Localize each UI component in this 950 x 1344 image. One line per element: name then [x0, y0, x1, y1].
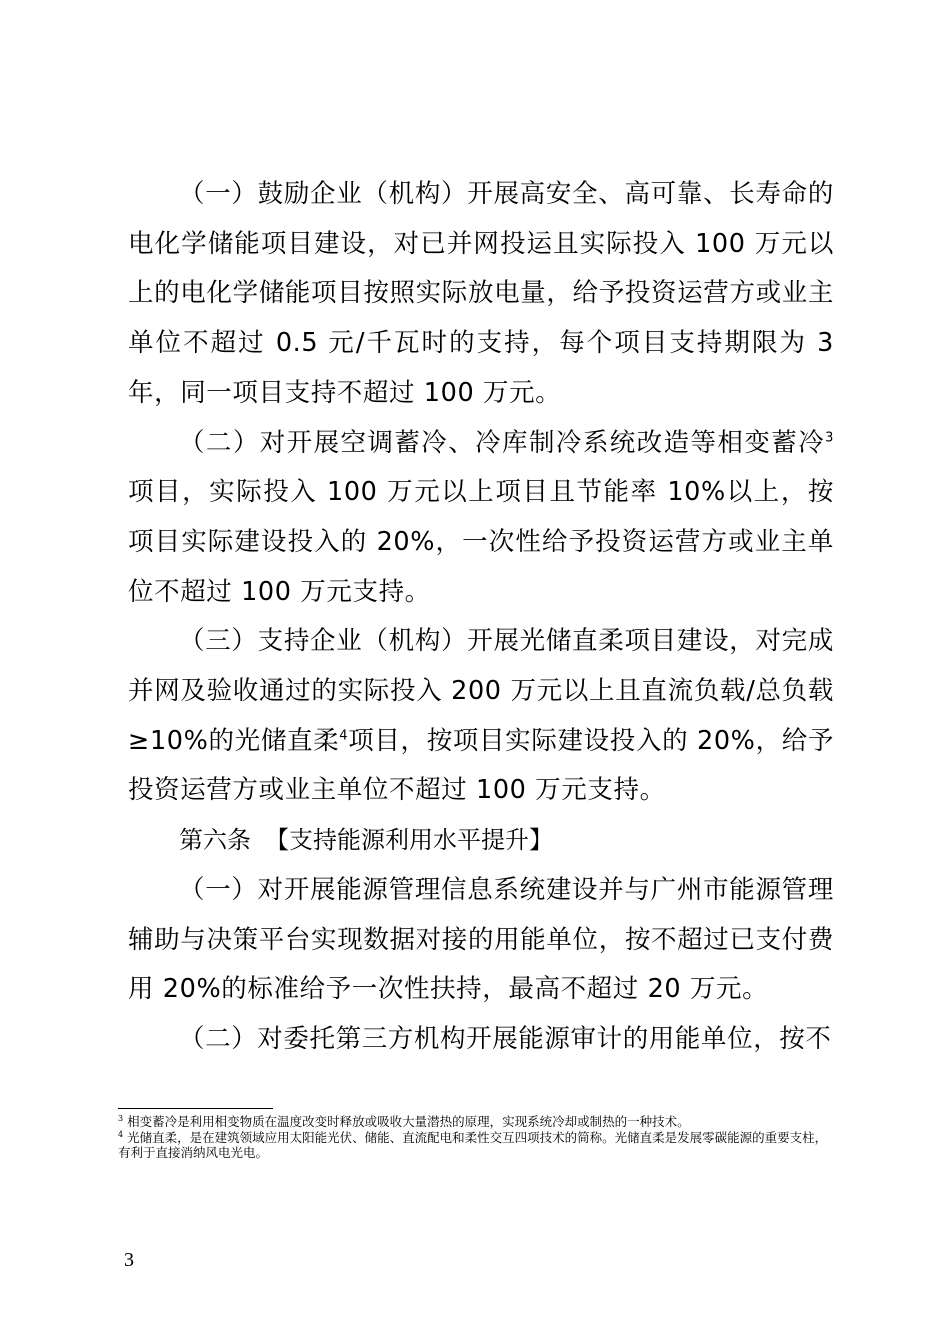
footnote-ref-4[interactable]: 4: [339, 728, 349, 744]
paragraph-text: 项目，实际投入 100 万元以上项目且节能率 10%以上，按项目实际建设投入的 20%，一次性给予投资运营方或业主单位不超过 100 万元支持。: [128, 477, 834, 607]
paragraph-text: （二）对开展空调蓄冷、冷库制冷系统改造等相变蓄冷: [179, 427, 826, 458]
paragraph-pedf-project: [128, 617, 834, 816]
footnote-text: 光储直柔，是在建筑领域应用太阳能光伏、储能、直流配电和柔性交互四项技术的简称。光储直柔是发展零碳能源的重要支柱，有利于直接消纳风电光电。: [118, 1129, 828, 1160]
paragraph-text: （三）支持企业（机构）开展光储直柔项目建设，对完成并网及验收通过的实际投入 200 万元以上且直流负载/总负载≥10%的光储直柔: [128, 626, 834, 756]
footnote-number: 4: [118, 1129, 124, 1139]
article-heading: [128, 816, 834, 866]
paragraph-text: 项目，按项目实际建设投入的 20%，给予投资运营方或业主单位不超过 100 万元支持。: [128, 725, 834, 806]
paragraph-energy-storage: （一）鼓励企业（机构）开展高安全、高可靠、长寿命的电化学储能项目建设，对已并网投运且实际投入 100 万元以上的电化学储能项目按照实际放电量，给予投资运营方或业主单位不超过 0.5 元/千瓦时的支持，每个项目支持期限为 3 年，同一项目支持不超过 100 万元。: [128, 179, 834, 408]
body-text: [128, 170, 834, 1065]
article-label: 第六条: [179, 826, 251, 855]
paragraph-phase-change-storage: [128, 419, 834, 618]
article-title: 【支持能源利用水平提升】: [265, 826, 553, 855]
paragraph-energy-management: （一）对开展能源管理信息系统建设并与广州市能源管理辅助与决策平台实现数据对接的用能单位，按不超过已支付费用 20%的标准给予一次性扶持，最高不超过 20 万元。: [128, 874, 834, 1005]
footnotes: [118, 1114, 834, 1161]
footnote-3: [118, 1114, 834, 1130]
footnote-number: 3: [118, 1113, 124, 1123]
page-number: 3: [124, 1249, 134, 1271]
paragraph-energy-audit: （二）对委托第三方机构开展能源审计的用能单位，按不: [179, 1023, 832, 1054]
footnote-text: 相变蓄冷是利用相变物质在温度改变时释放或吸收大量潜热的原理，实现系统冷却或制热的一种技术。: [127, 1114, 690, 1129]
footnote-ref-3[interactable]: 3: [825, 430, 834, 446]
footnote-divider: [118, 1108, 273, 1109]
footnote-4: [118, 1130, 834, 1161]
